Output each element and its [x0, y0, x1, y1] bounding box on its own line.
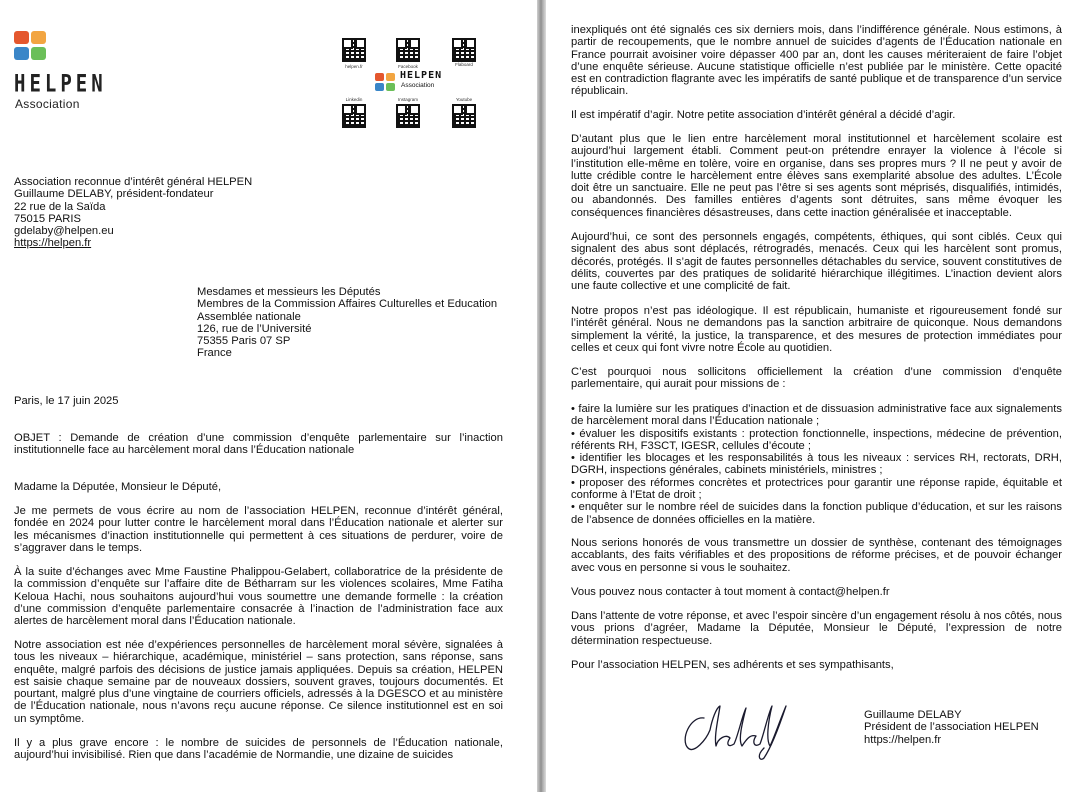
qr-code-icon [396, 38, 420, 62]
sender-line: 22 rue de la Saïda [14, 200, 106, 213]
sender-website-link[interactable]: https://helpen.fr [14, 237, 92, 250]
qr-label: Facebook [398, 64, 418, 69]
letter-date: Paris, le 17 juin 2025 [14, 395, 119, 407]
paragraph: D’autant plus que le lien entre harcèlement moral institutionnel et harcèlement scolaire est aujourd’hui largement établi. Comment peut-on prétendre enrayer la violence à l’école si l’institution elle-même en tolère, voire en organise, dans ses propres murs ? Il ne peut y avoir de lutte crédible contre le harcèlement entre élèves sans exemplarité absolue des adultes. L’École doit être un sanctuaire. Elle ne peut pas l’être si ses agents sont méprisés, disqualifiés, intimidés, ou abandonnés. Des familles entières d’agents sont détruites, sans même évoquer les conséquences financières désastreuses, dans cette inaction généralisée et inacceptable. [571, 133, 1062, 219]
handwritten-signature-icon [676, 700, 796, 760]
list-item: • enquêter sur le nombre réel de suicides dans la fonction publique d’éducation, et sur les raisons de l’absence de données officielles en la matière. [571, 501, 1062, 526]
page-gutter [537, 0, 546, 792]
qr-code-icon [452, 104, 476, 128]
mini-logo-text: HELPEN [400, 70, 443, 81]
qr-label: Linkedin [345, 97, 363, 102]
paragraph: C’est pourquoi nous sollicitons officiellement la création d’une commission d’enquête parlementaire, qui aurait pour missions de : [571, 366, 1062, 391]
qr-code-icon [342, 104, 366, 128]
paragraph: Il y a plus grave encore : le nombre de suicides de personnels de l’Éducation nationale, aujourd’hui invisibilisé. Rien que dans l’académie de Normandie, une dizaine de suicides [14, 737, 503, 762]
helpen-logo-icon [14, 31, 48, 63]
sender-email: gdelaby@helpen.eu [14, 225, 114, 238]
qr-label: Instagram [397, 97, 418, 102]
qr-label: helpen.fr [345, 64, 363, 69]
paragraph: Dans l’attente de votre réponse, et avec l’espoir sincère d’un engagement résolu à nos côtés, nous vous prions d’agréer, Madame la Députée, Monsieur le Député, l’expression de notre détermination respectueuse. [571, 610, 1062, 647]
recipient-line: Mesdames et messieurs les Députés [197, 286, 381, 298]
salutation: Madame la Députée, Monsieur le Député, [14, 481, 222, 493]
list-item: • proposer des réformes concrètes et protectrices pour garantir une réponse rapide, équitable et conforme à l’Etat de droit ; [571, 476, 1062, 502]
recipient-line: 126, rue de l’Université [197, 322, 312, 335]
recipient-block [197, 286, 497, 360]
paragraph: Notre association est née d’expériences personnelles de harcèlement moral sévère, signalées à tous les niveaux – hiérarchique, académique, ministériel – sans protection, sans réponse, sans enquête, malgré parfois des décisions de justice jamais appliquées. Depuis sa création, HELPEN est saisie chaque semaine par de nouveaux dossiers, souvent graves, toujours documentés. Et pourtant, malgré plus d’une vingtaine de courriers officiels, adressés à la DGESCO et au ministère de l’Éducation nationale, nous n’avons reçu aucune réponse. Ce silence institutionnel est en soi un symptôme. [14, 639, 503, 725]
paragraph: Nous serions honorés de vous transmettre un dossier de synthèse, contenant des témoignages accablants, des faits vérifiables et des propositions de réforme précises, et de pouvoir échanger avec vous en personne si vous le souhaitez. [571, 537, 1062, 574]
paragraph: Il est impératif d’agir. Notre petite association d’intérêt général a décidé d’agir. [571, 109, 956, 121]
paragraph: Pour l’association HELPEN, ses adhérents et ses sympathisants, [571, 659, 894, 671]
paragraph: À la suite d’échanges avec Mme Faustine Phalippou-Gelabert, collaboratrice de la présidente de la commission d’enquête sur l’affaire dite de Bétharram sur les violences scolaires, Mme Fatiha Keloua Hachi, nous souhaitons aujourd’hui vous soumettre une demande formelle : la création d’une commission d’enquête parlementaire consacrée à l’inaction de l’administration face aux alertes de harcèlement moral dans l’Éducation nationale. [14, 566, 503, 628]
missions-list [571, 403, 1062, 526]
qr-label: Youtube [455, 97, 473, 102]
recipient-line: Assemblée nationale [197, 310, 301, 323]
signature-url: https://helpen.fr [864, 733, 942, 746]
recipient-line: France [197, 347, 232, 360]
letter-page-2 [546, 0, 1084, 792]
paragraph: Aujourd’hui, ce sont des personnels engagés, compétents, éthiques, qui sont ciblés. Ceux qui signalent des abus sont déplacés, rétrogradés, menacés. Ceux qui les harcèlent sont promus, décorés, protégés. Il s’agit de fautes personnelles détachables du service, souvent constitutives de délits, couvertes par des pratiques de solidarité hiérarchique illégitimes. L’inaction devient alors une faute collective et une complicité de fait. [571, 231, 1062, 293]
qr-code-icon [452, 38, 476, 62]
paragraph: Notre propos n’est pas idéologique. Il est républicain, humaniste et rigoureusement fondé sur l’intérêt général. Nous ne demandons pas la sanction arbitraire de quiconque. Nous demandons simplement la vérité, la justice, la transparence, et des mesures de protection immédiates pour celles et ceux qui font vivre notre École au quotidien. [571, 305, 1062, 354]
sender-line: Association reconnue d’intérêt général HELPEN [14, 176, 253, 188]
list-item: • évaluer les dispositifs existants : protection fonctionnelle, inspections, médecine de prévention, référents RH, F3SCT, IGESR, cellules d’écoute ; [571, 427, 1062, 452]
list-item: • faire la lumière sur les pratiques d’inaction et de dissuasion administrative face aux signalements de harcèlement moral dans l’Éducation nationale ; [571, 403, 1062, 428]
contact-line: Vous pouvez nous contacter à tout moment à contact@helpen.fr [571, 586, 890, 598]
mini-logo-subtitle: Association [401, 82, 435, 89]
sender-line: Guillaume DELABY, président-fondateur [14, 188, 214, 201]
signature-block [864, 709, 1039, 746]
qr-code-icon [396, 104, 420, 128]
qr-code-icon [342, 38, 366, 62]
recipient-line: 75355 Paris 07 SP [197, 335, 291, 348]
letter-page-1 [0, 0, 537, 792]
sender-block [14, 176, 252, 250]
logo-text: HELPEN [14, 70, 107, 98]
sender-line: 75015 PARIS [14, 212, 81, 225]
paragraph: Je me permets de vous écrire au nom de l’association HELPEN, reconnue d’intérêt général, fondée en 2024 pour lutter contre le harcèlement moral dans l’Éducation nationale et alerter sur les mécanismes d’inaction institutionnelle qui permettent à ces situations de perdurer, voire de s’aggraver dans le temps. [14, 505, 503, 554]
paragraph: inexpliqués ont été signalés ces six derniers mois, dans l’indifférence générale. Nous estimons, à partir de recoupements, que le nombre annuel de suicides d’agents de l’Éducation nationale en France pourrait avoisiner voire dépasser 400 par an, dont les causes mériteraient de faire l’objet d’une enquête sérieuse. Aucune statistique officielle n’est publiée par le ministère. Cette opacité est en contradiction flagrante avec les impératifs de santé publique et de transparence d’un service républicain. [571, 24, 1062, 98]
signature-name: Guillaume DELABY [864, 709, 962, 721]
list-item: • identifier les blocages et les responsabilités à tous les niveaux : services RH, rectorats, DRH, DGRH, inspections générales, cabinets ministériels, ministres ; [571, 452, 1062, 477]
logo-subtitle: Association [15, 97, 80, 111]
qr-label: Flaboard [455, 62, 473, 67]
signature-title: Président de l’association HELPEN [864, 721, 1039, 734]
recipient-line: Membres de la Commission Affaires Culturelles et Education [197, 298, 498, 311]
letter-object: OBJET : Demande de création d’une commission d’enquête parlementaire sur l’inaction institutionnelle face au harcèlement moral dans l’Éducation nationale [14, 432, 503, 457]
